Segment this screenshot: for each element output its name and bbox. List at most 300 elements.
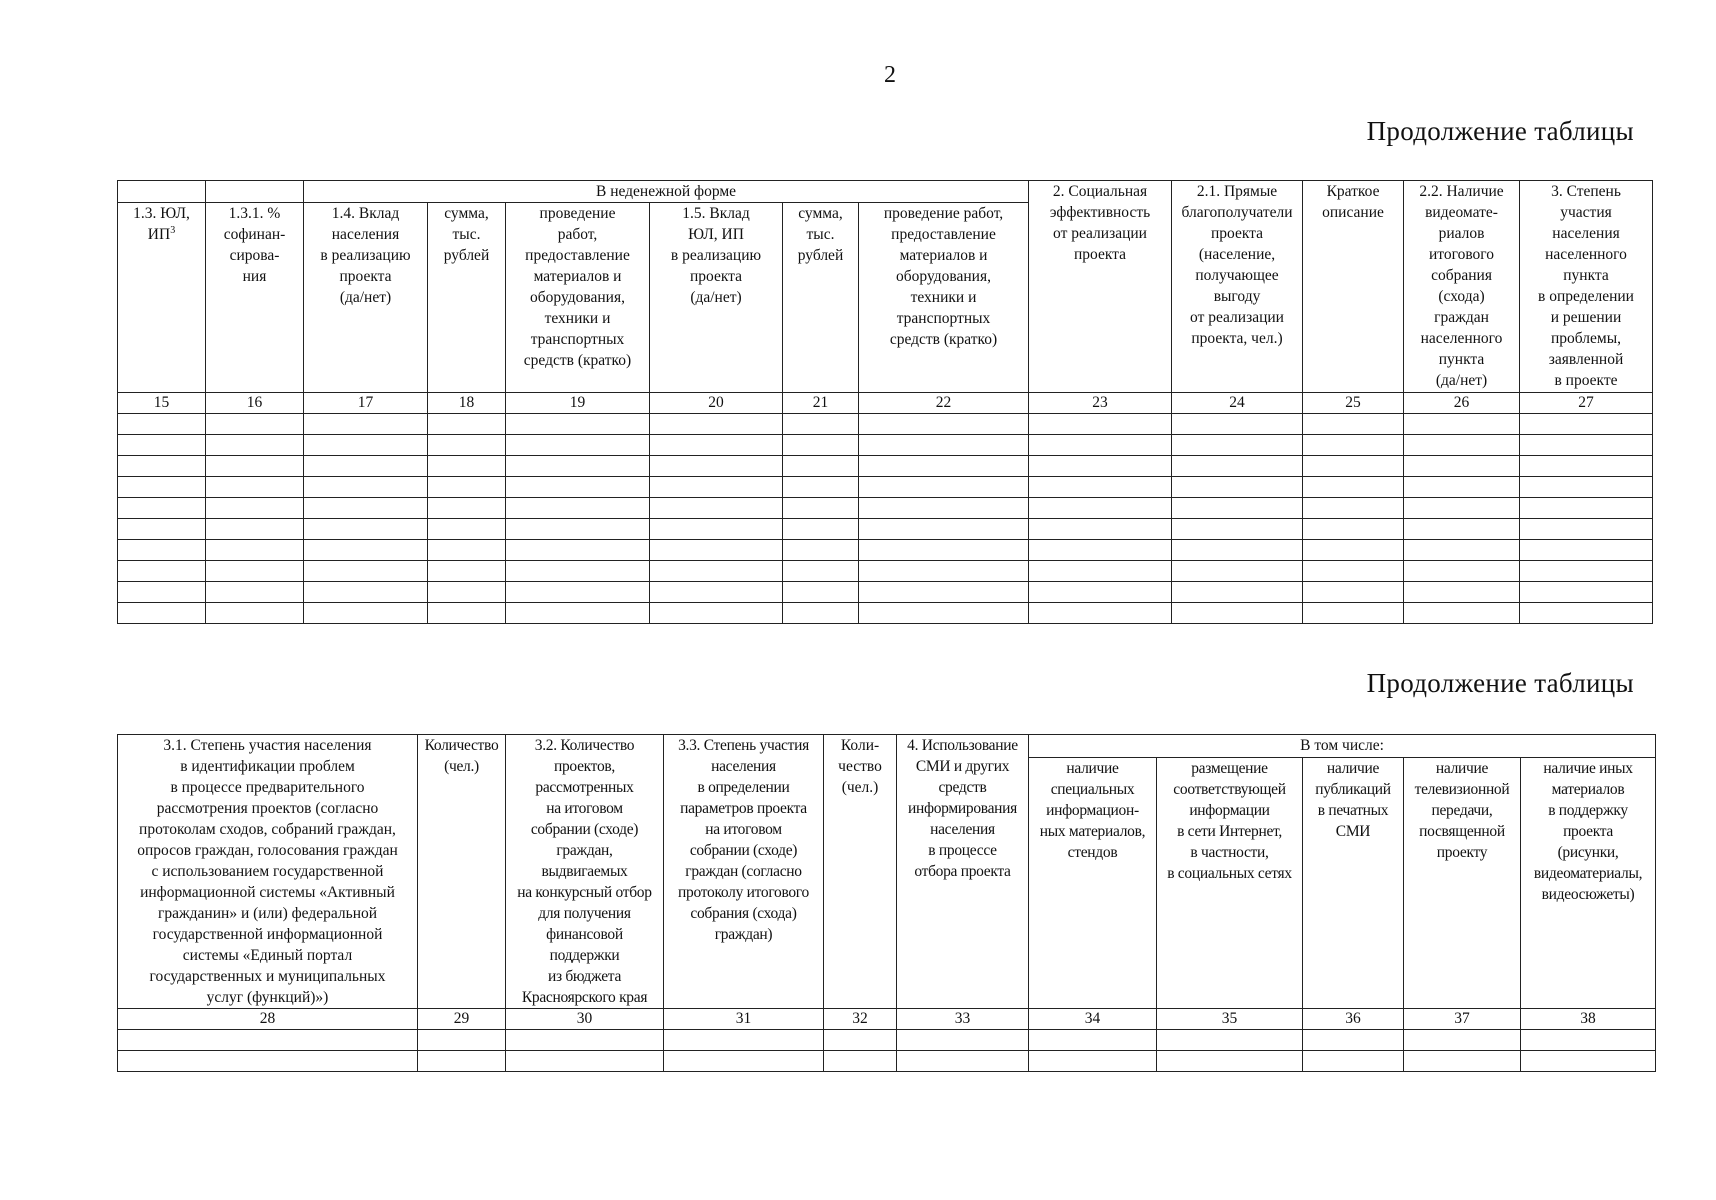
header-line: 1.4. Вклад bbox=[331, 205, 400, 222]
empty-cell bbox=[206, 540, 304, 561]
empty-cell bbox=[1029, 498, 1172, 519]
empty-cell bbox=[304, 477, 428, 498]
empty-cell bbox=[1172, 519, 1303, 540]
empty-cell bbox=[1029, 456, 1172, 477]
header-line: в сети Интернет, bbox=[1177, 823, 1282, 841]
header-line: услуг (функций)») bbox=[206, 989, 329, 1006]
header-line: транспортных bbox=[530, 331, 625, 348]
header-line: ЮЛ, ИП bbox=[688, 226, 744, 243]
header-line: посвященной bbox=[1419, 823, 1505, 841]
empty-cell bbox=[1303, 1051, 1404, 1072]
empty-cell bbox=[1029, 477, 1172, 498]
header-col-32 bbox=[824, 735, 897, 1009]
empty-cell bbox=[304, 435, 428, 456]
header-line: (да/нет) bbox=[690, 289, 742, 306]
header-line: ния bbox=[242, 268, 267, 285]
empty-cell bbox=[506, 519, 650, 540]
empty-cell bbox=[1404, 414, 1520, 435]
header-col-33 bbox=[897, 735, 1029, 1009]
empty-cell bbox=[1172, 456, 1303, 477]
header-line: соответствующей bbox=[1173, 781, 1286, 799]
header-line: государственной информационной bbox=[152, 926, 383, 943]
empty-cell bbox=[650, 498, 783, 519]
header-line: (да/нет) bbox=[339, 289, 392, 306]
empty-cell bbox=[506, 603, 650, 624]
header-line: работ, bbox=[557, 226, 598, 243]
header-col-18 bbox=[428, 203, 506, 393]
header-line: проектов, bbox=[553, 758, 615, 775]
header-line: системы «Единый портал bbox=[182, 947, 353, 964]
empty-cell bbox=[206, 561, 304, 582]
header-line: гражданин» и (или) федеральной bbox=[157, 905, 378, 922]
header-line: (чел.) bbox=[444, 758, 479, 775]
empty-cell bbox=[1172, 540, 1303, 561]
empty-cell bbox=[118, 477, 206, 498]
empty-cell bbox=[1172, 582, 1303, 603]
header-line: публикаций bbox=[1315, 781, 1391, 799]
empty-cell bbox=[664, 1030, 824, 1051]
header-line: (да/нет) bbox=[1435, 372, 1488, 389]
empty-cell bbox=[650, 540, 783, 561]
empty-cell bbox=[1404, 456, 1520, 477]
group-header-nonmonetary: В неденежной форме bbox=[304, 181, 1029, 203]
header-col-21 bbox=[783, 203, 859, 393]
empty-cell bbox=[1404, 498, 1520, 519]
header-col-20 bbox=[650, 203, 783, 393]
empty-cell bbox=[783, 582, 859, 603]
empty-cell bbox=[1404, 1030, 1521, 1051]
header-line: в реализацию bbox=[320, 247, 411, 264]
header-line: итогового bbox=[1429, 246, 1495, 263]
header-line: 3.3. Степень участия bbox=[678, 737, 809, 754]
header-line: телевизионной bbox=[1414, 781, 1510, 799]
header-line: выгоду bbox=[1213, 288, 1261, 305]
empty-cell bbox=[1172, 435, 1303, 456]
header-line: рублей bbox=[797, 247, 844, 264]
header-line: собрании (сходе) bbox=[530, 821, 639, 838]
column-number: 26 bbox=[1404, 393, 1520, 414]
header-line: опросов граждан, голосования граждан bbox=[137, 842, 398, 859]
header-line: финансовой bbox=[546, 926, 623, 943]
empty-cell bbox=[304, 603, 428, 624]
group-header-including: В том числе: bbox=[1029, 735, 1656, 758]
header-line: СМИ bbox=[1335, 823, 1371, 841]
header-line: тыс. bbox=[806, 226, 835, 243]
page-number: 2 bbox=[884, 62, 896, 88]
empty-cell bbox=[783, 435, 859, 456]
header-line: в поддержку bbox=[1548, 802, 1628, 820]
header-col-17 bbox=[304, 203, 428, 393]
header-line: в печатных bbox=[1317, 802, 1389, 820]
column-number: 16 bbox=[206, 393, 304, 414]
empty-cell bbox=[506, 456, 650, 477]
table-body bbox=[118, 414, 1653, 624]
column-number: 18 bbox=[428, 393, 506, 414]
header-line: на итоговом bbox=[705, 821, 782, 838]
header-line: сирова- bbox=[229, 247, 280, 264]
empty-cell bbox=[118, 1051, 418, 1072]
header-line: в идентификации проблем bbox=[180, 758, 355, 775]
empty-cell bbox=[1157, 1030, 1303, 1051]
header-line: проблемы, bbox=[1551, 330, 1622, 347]
header-line: оборудования, bbox=[530, 289, 625, 306]
header-line: наличие bbox=[1066, 760, 1119, 778]
empty-cell bbox=[428, 582, 506, 603]
empty-cell bbox=[206, 477, 304, 498]
header-line: информационной системы «Активный bbox=[140, 884, 395, 901]
empty-cell bbox=[859, 519, 1029, 540]
table-row bbox=[118, 603, 1653, 624]
empty-cell bbox=[304, 582, 428, 603]
header-line: средств (кратко) bbox=[523, 352, 632, 369]
header-line: средств bbox=[938, 779, 987, 796]
empty-cell bbox=[506, 1051, 664, 1072]
table-row bbox=[118, 456, 1653, 477]
header-line: тыс. bbox=[452, 226, 481, 243]
header-line: на итоговом bbox=[546, 800, 623, 817]
column-number: 27 bbox=[1520, 393, 1653, 414]
header-line: сумма, bbox=[444, 205, 489, 222]
header-line: в определении bbox=[1538, 288, 1634, 305]
table-continuation-title: Продолжение таблицы bbox=[1366, 668, 1634, 698]
table-row bbox=[118, 498, 1653, 519]
header-line: специальных bbox=[1050, 781, 1135, 799]
empty-cell bbox=[1172, 603, 1303, 624]
header-line: 3.2. Количество bbox=[534, 737, 635, 754]
header-col-29 bbox=[418, 735, 506, 1009]
header-col-16 bbox=[206, 203, 304, 393]
column-number-row bbox=[118, 393, 1653, 414]
header-line: информирования bbox=[907, 800, 1017, 817]
header-line: населенного bbox=[1545, 246, 1627, 263]
header-spacer-15 bbox=[118, 181, 206, 203]
header-col-37 bbox=[1404, 758, 1521, 1009]
empty-cell bbox=[1029, 582, 1172, 603]
column-number: 31 bbox=[664, 1009, 824, 1030]
header-line: проекта bbox=[1563, 823, 1613, 841]
empty-cell bbox=[783, 498, 859, 519]
header-line: населения bbox=[711, 758, 776, 775]
column-number: 35 bbox=[1157, 1009, 1303, 1030]
header-line: в определении bbox=[697, 779, 790, 796]
empty-cell bbox=[206, 414, 304, 435]
header-line: проекта bbox=[339, 268, 392, 285]
column-number: 32 bbox=[824, 1009, 897, 1030]
column-number-row bbox=[118, 1009, 1656, 1030]
empty-cell bbox=[118, 603, 206, 624]
empty-cell bbox=[1303, 414, 1404, 435]
empty-cell bbox=[1520, 540, 1653, 561]
empty-cell bbox=[1404, 603, 1520, 624]
empty-cell bbox=[118, 519, 206, 540]
column-number: 15 bbox=[118, 393, 206, 414]
header-col-23 bbox=[1029, 181, 1172, 393]
empty-cell bbox=[1303, 603, 1404, 624]
header-col-38 bbox=[1521, 758, 1656, 1009]
empty-cell bbox=[1303, 519, 1404, 540]
empty-cell bbox=[1404, 540, 1520, 561]
header-line: ных материалов, bbox=[1039, 823, 1146, 841]
header-line: от реализации bbox=[1053, 225, 1147, 242]
empty-cell bbox=[783, 456, 859, 477]
table-row bbox=[118, 519, 1653, 540]
empty-cell bbox=[118, 435, 206, 456]
empty-cell bbox=[428, 561, 506, 582]
header-line: проекту bbox=[1436, 844, 1488, 862]
column-number: 33 bbox=[897, 1009, 1029, 1030]
empty-cell bbox=[650, 582, 783, 603]
empty-cell bbox=[1029, 540, 1172, 561]
header-line: населения bbox=[930, 821, 995, 838]
header-line: 3. Степень bbox=[1551, 183, 1621, 200]
empty-cell bbox=[118, 582, 206, 603]
empty-cell bbox=[506, 414, 650, 435]
empty-cell bbox=[206, 603, 304, 624]
empty-cell bbox=[664, 1051, 824, 1072]
header-col-22 bbox=[859, 203, 1029, 393]
header-line: наличие bbox=[1326, 760, 1380, 778]
empty-cell bbox=[428, 540, 506, 561]
empty-cell bbox=[897, 1051, 1029, 1072]
header-line: с использованием государственной bbox=[151, 863, 384, 880]
empty-cell bbox=[1303, 435, 1404, 456]
header-line: от реализации bbox=[1190, 309, 1284, 326]
table-row bbox=[118, 1030, 1656, 1051]
header-line: заявленной bbox=[1548, 351, 1624, 368]
empty-cell bbox=[783, 414, 859, 435]
header-line: СМИ и других bbox=[915, 758, 1010, 775]
header-line: 2.2. Наличие bbox=[1419, 183, 1504, 200]
empty-cell bbox=[650, 477, 783, 498]
header-line: протоколу итогового bbox=[678, 884, 809, 901]
empty-cell bbox=[428, 603, 506, 624]
header-line: в социальных сетях bbox=[1167, 865, 1292, 883]
empty-cell bbox=[859, 435, 1029, 456]
column-number: 38 bbox=[1521, 1009, 1656, 1030]
empty-cell bbox=[650, 603, 783, 624]
header-col-19 bbox=[506, 203, 650, 393]
header-line: собрания bbox=[1431, 267, 1492, 284]
empty-cell bbox=[650, 414, 783, 435]
empty-cell bbox=[506, 477, 650, 498]
empty-cell bbox=[428, 435, 506, 456]
empty-cell bbox=[206, 456, 304, 477]
empty-cell bbox=[1521, 1051, 1656, 1072]
header-line: видеосюжеты) bbox=[1541, 886, 1635, 904]
header-line: населенного bbox=[1420, 330, 1503, 347]
empty-cell bbox=[1404, 582, 1520, 603]
empty-cell bbox=[1520, 435, 1653, 456]
empty-cell bbox=[897, 1030, 1029, 1051]
header-line: Красноярского края bbox=[521, 989, 648, 1006]
header-line: проведение bbox=[539, 205, 616, 222]
column-number: 24 bbox=[1172, 393, 1303, 414]
empty-cell bbox=[304, 414, 428, 435]
empty-cell bbox=[650, 561, 783, 582]
header-line: собрании (сходе) bbox=[689, 842, 798, 859]
header-col-26 bbox=[1404, 181, 1520, 393]
header-line: государственных и муниципальных bbox=[149, 968, 386, 985]
empty-cell bbox=[1157, 1051, 1303, 1072]
header-line: материалов и bbox=[533, 268, 622, 285]
header-line: 1.5. Вклад bbox=[682, 205, 750, 222]
header-col-30 bbox=[506, 735, 664, 1009]
header-line: выдвигаемых bbox=[541, 863, 628, 880]
header-line: оборудования, bbox=[896, 268, 991, 285]
empty-cell bbox=[118, 1030, 418, 1051]
column-number: 30 bbox=[506, 1009, 664, 1030]
header-line: и решении bbox=[1550, 309, 1622, 326]
header-line: получающее bbox=[1195, 267, 1279, 284]
empty-cell bbox=[1303, 540, 1404, 561]
header-col-28 bbox=[118, 735, 418, 1009]
header-line: (рисунки, bbox=[1557, 844, 1619, 862]
header-col-31 bbox=[664, 735, 824, 1009]
table-row bbox=[118, 582, 1653, 603]
empty-cell bbox=[428, 414, 506, 435]
header-col-25 bbox=[1303, 181, 1404, 393]
empty-cell bbox=[1303, 561, 1404, 582]
header-line: описание bbox=[1322, 204, 1384, 221]
header-line: рублей bbox=[443, 247, 490, 264]
empty-cell bbox=[859, 582, 1029, 603]
header-line: на конкурсный отбор bbox=[517, 884, 652, 901]
empty-cell bbox=[506, 561, 650, 582]
table-row bbox=[118, 477, 1653, 498]
header-line: риалов bbox=[1438, 225, 1485, 242]
empty-cell bbox=[428, 477, 506, 498]
empty-cell bbox=[1520, 603, 1653, 624]
header-line: проекта, чел.) bbox=[1191, 330, 1283, 347]
empty-cell bbox=[304, 561, 428, 582]
column-number: 23 bbox=[1029, 393, 1172, 414]
header-line: 4. Использование bbox=[907, 737, 1018, 754]
header-line: пункта bbox=[1438, 351, 1485, 368]
empty-cell bbox=[859, 603, 1029, 624]
header-line: софинан- bbox=[223, 226, 286, 243]
empty-cell bbox=[1521, 1030, 1656, 1051]
empty-cell bbox=[1029, 414, 1172, 435]
empty-cell bbox=[859, 561, 1029, 582]
header-line: в реализацию bbox=[670, 247, 762, 264]
empty-cell bbox=[506, 540, 650, 561]
empty-cell bbox=[1520, 519, 1653, 540]
empty-cell bbox=[118, 414, 206, 435]
empty-cell bbox=[1520, 477, 1653, 498]
header-line: граждан (согласно bbox=[685, 863, 802, 880]
column-number: 29 bbox=[418, 1009, 506, 1030]
header-line: 2. Социальная bbox=[1052, 183, 1148, 200]
header-line: Краткое bbox=[1326, 183, 1380, 200]
header-line: (чел.) bbox=[841, 779, 879, 796]
empty-cell bbox=[783, 603, 859, 624]
header-line: поддержки bbox=[549, 947, 620, 964]
empty-cell bbox=[1520, 561, 1653, 582]
empty-cell bbox=[118, 456, 206, 477]
empty-cell bbox=[783, 561, 859, 582]
header-line: проекта bbox=[689, 268, 743, 285]
empty-cell bbox=[1520, 456, 1653, 477]
header-line: проведение работ, bbox=[883, 205, 1004, 222]
table-row bbox=[118, 540, 1653, 561]
header-line: эффективность bbox=[1049, 204, 1151, 221]
header-col-34 bbox=[1029, 758, 1157, 1009]
header-line: населения bbox=[331, 226, 400, 243]
header-line: пункта bbox=[1563, 267, 1609, 284]
empty-cell bbox=[304, 456, 428, 477]
column-number: 28 bbox=[118, 1009, 418, 1030]
table-row bbox=[118, 435, 1653, 456]
header-line: сумма, bbox=[798, 205, 843, 222]
header-line: (население, bbox=[1198, 246, 1276, 263]
empty-cell bbox=[783, 477, 859, 498]
empty-cell bbox=[118, 498, 206, 519]
continuation-table-1 bbox=[117, 180, 1653, 624]
header-line: в процессе предварительного bbox=[170, 779, 365, 796]
empty-cell bbox=[859, 540, 1029, 561]
header-line: информацион- bbox=[1046, 802, 1139, 820]
header-line: размещение bbox=[1191, 760, 1268, 778]
header-line: граждан) bbox=[714, 926, 773, 943]
header-line: благополучатели bbox=[1181, 204, 1293, 221]
column-number: 37 bbox=[1404, 1009, 1521, 1030]
table-body bbox=[118, 1030, 1656, 1072]
empty-cell bbox=[1029, 603, 1172, 624]
table-continuation-title: Продолжение таблицы bbox=[1366, 116, 1634, 146]
header-line: наличие иных bbox=[1543, 760, 1633, 778]
empty-cell bbox=[304, 540, 428, 561]
table-row bbox=[118, 561, 1653, 582]
header-col-15: 1.3. ЮЛ, $ИП^3$ bbox=[118, 203, 206, 393]
column-number: 20 bbox=[650, 393, 783, 414]
header-line: населения bbox=[1552, 225, 1620, 242]
empty-cell bbox=[1303, 1030, 1404, 1051]
empty-cell bbox=[428, 519, 506, 540]
header-line: средств (кратко) bbox=[889, 331, 998, 348]
header-spacer-16 bbox=[206, 181, 304, 203]
header-line: 2.1. Прямые bbox=[1196, 183, 1278, 200]
empty-cell bbox=[304, 498, 428, 519]
header-line: материалов и bbox=[899, 247, 988, 264]
header-line: рассмотренных bbox=[535, 779, 634, 796]
column-number: 25 bbox=[1303, 393, 1404, 414]
header-line: в процессе bbox=[928, 842, 997, 859]
header-line: проекта bbox=[1210, 225, 1264, 242]
header-col-24 bbox=[1172, 181, 1303, 393]
continuation-table-2 bbox=[117, 734, 1656, 1072]
header-line: параметров проекта bbox=[680, 800, 807, 817]
header-line: в частности, bbox=[1190, 844, 1269, 862]
header-line: (схода) bbox=[1438, 288, 1485, 305]
header-col-35 bbox=[1157, 758, 1303, 1009]
header-line: видеомате- bbox=[1425, 204, 1498, 221]
empty-cell bbox=[650, 435, 783, 456]
empty-cell bbox=[118, 561, 206, 582]
header-line: проекта bbox=[1073, 246, 1127, 263]
empty-cell bbox=[1404, 519, 1520, 540]
empty-cell bbox=[1172, 414, 1303, 435]
empty-cell bbox=[1303, 456, 1404, 477]
header-line: материалов bbox=[1551, 781, 1625, 799]
header-line: передачи, bbox=[1431, 802, 1493, 820]
header-line: видеоматериалы, bbox=[1533, 865, 1643, 883]
empty-cell bbox=[1520, 498, 1653, 519]
header-line: отбора проекта bbox=[914, 863, 1011, 880]
empty-cell bbox=[783, 519, 859, 540]
header-line: стендов bbox=[1067, 844, 1118, 862]
column-number: 19 bbox=[506, 393, 650, 414]
empty-cell bbox=[206, 498, 304, 519]
